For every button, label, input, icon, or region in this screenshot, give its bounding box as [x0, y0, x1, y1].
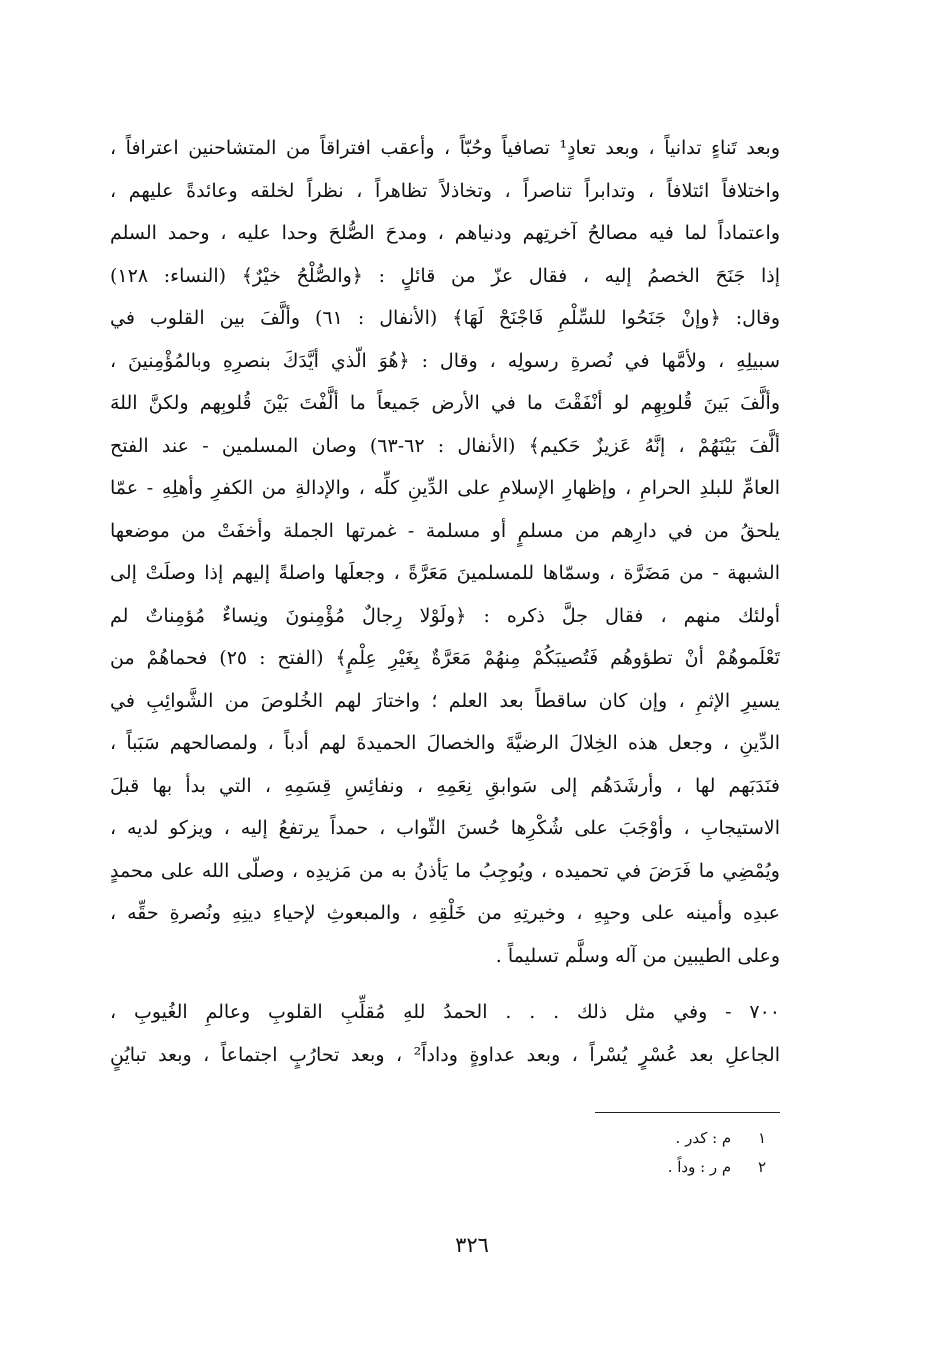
text-line: سبيلِهِ ، ولأمَّها في نُصرةِ رسولِه ، وقال : ﴿هُوَ الّذي أيَّدَكَ بنصرِهِ وبالمُؤْمِنينَ ، [110, 349, 780, 372]
footnote-divider [595, 1112, 780, 1113]
text-line: ويُمْضِي ما فَرَضَ في تحميده ، ويُوجِبُ ما يَأذنُ به من مَزيدِه ، وصلّى الله على محمدٍ [110, 859, 780, 882]
text-line: عبدِه وأمينه على وحيِهِ ، وخيرتِهِ من خَلْقِهِ ، والمبعوثِ لإحياءِ دينِهِ ونُصرةِ حقِّه ، [110, 902, 780, 924]
footnote-item [668, 1153, 766, 1182]
text-line: وألَّفَ بَينَ قُلوبِهِم لو أنْفَقْتَ ما في الأرض جَميعاً ما ألَّفْتَ بَيْنَ قُلوبِهم ولكنَّ اللهَ [110, 392, 780, 414]
text-line: أولئك منهم ، فقال جلَّ ذكره : ﴿ولَوْلا رِجالٌ مُؤْمِنونَ ونِساءٌ مُؤمِناتٌ لم [110, 604, 780, 627]
main-text [110, 127, 780, 1076]
text-line: يسيرِ الإثمِ ، وإن كان ساقطاً بعد العلم ؛ واختارَ لهم الخُلوصَ من الشَّوائِبِ في [110, 689, 780, 712]
footnote-number: ١ [757, 1129, 766, 1147]
footnote-number: ٢ [757, 1158, 766, 1176]
text-line: واعتماداً لما فيه مصالحُ آخرتِهم ودنياهم ، ومدحَ الصُّلحَ وحدا عليه ، وحمد السلم [110, 222, 780, 244]
text-line: الاستيجابِ ، وأوْجَبَ على شُكْرِها حُسنَ الثّواب ، حمداً يرتفعُ إليه ، ويزكو لديه ، [110, 817, 780, 839]
text-line: وبعد تَناءٍ تدانياً ، وبعد تعادٍ¹ تصافياً وحُبّاً ، وأعقب افتراقاً من المتشاحنين اعترافاً ، [110, 137, 780, 159]
footnote-text: م : كدر . [675, 1129, 732, 1147]
text-line: الدِّينِ ، وجعل هذه الخِلالَ الرضيَّةَ والخصالَ الحميدةَ لهم أدباً ، ولمصالحهم سَبَباً ، [110, 732, 780, 754]
text-line: وقال: ﴿وإنْ جَنَحُوا للسِّلْمِ فَاجْنَحْ لَهَا﴾ (الأنفال : ٦١) وألَّفَ بين القلوب في [110, 307, 780, 329]
page-number: ٣٢٦ [455, 1233, 489, 1257]
text-line: إذا جَنَحَ الخصمُ إليه ، فقال عزّ من قائلٍ : ﴿والصُّلْحُ خيْرٌ﴾ (النساء: ١٢٨) [110, 264, 780, 287]
text-line: وعلى الطيبين من آله وسلَّم تسليماً . [495, 944, 780, 967]
text-line: تَعْلَموهُمْ أنْ تطؤوهُم فَتُصيبَكُمْ مِنهُمْ مَعَرَّةٌ بِغَيْرِ عِلْمٍ﴾ (الفتح : ٢٥) فحماهُمْ من [110, 647, 780, 669]
text-line: فنَدَبَهم لها ، وأرشَدَهُم إلى سَوابقِ نِعَمِهِ ، ونفائِسِ قِسَمِهِ ، التي بدأ بها قبلَ [110, 774, 780, 797]
text-line: واختلافاً ائتلافاً ، وتدابراً تناصراً ، وتخاذلاً تظاهراً ، نظراً لخلقه وعائدةً عليهم ، [110, 179, 780, 202]
section-line: ٧٠٠ - وفي مثل ذلك . . . الحمدُ للهِ مُقلِّبِ القلوبِ وعالمِ الغُيوبِ ، [110, 1001, 780, 1023]
text-line: الشبهة - من مَضَرَّة ، وسمّاها للمسلمينَ مَعَرَّةً ، وجعلَها واصلةً إليهم إذا وصلَتْ إلى [110, 562, 780, 584]
text-line: العامِّ للبلدِ الحرامِ ، وإظهارِ الإسلامِ على الدِّينِ كلِّه ، والإدالةِ من الكفرِ وأهلِهِ - عمّا [110, 477, 780, 499]
footnote-item [668, 1124, 766, 1153]
footnote-text: م ر : وداً . [667, 1158, 732, 1176]
section-line: الجاعلِ بعد عُسْرٍ يُسْراً ، وبعد عداوةٍ وداداً² ، وبعد تحارُبٍ اجتماعاً ، وبعد تبايُنٍ [110, 1043, 780, 1066]
footnotes [668, 1124, 766, 1182]
text-line: ألَّفَ بَيْنَهُمْ ، إنَّهُ عَزيزٌ حَكيم﴾ (الأنفال : ٦٢-٦٣) وصان المسلمين - عند الفتح [110, 434, 780, 457]
text-line: يلحقُ من في دارِهم من مسلمٍ أو مسلمة - غمرتها الجملة وأخفَتْ من موضعها [110, 519, 780, 542]
paragraph-gap [110, 977, 780, 991]
